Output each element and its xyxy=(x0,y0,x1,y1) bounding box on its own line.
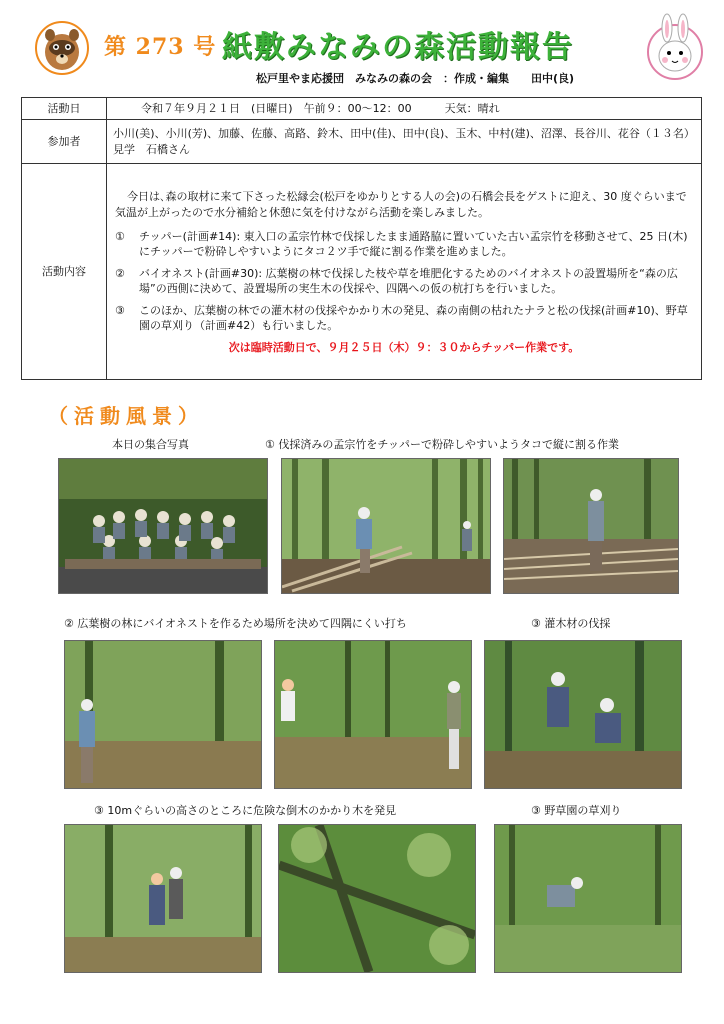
content-value xyxy=(107,164,702,380)
tanuki-mascot-icon xyxy=(30,14,94,78)
bamboo-photo-2 xyxy=(503,458,679,594)
item-number: ② xyxy=(115,267,125,280)
item-number: ① xyxy=(115,230,125,243)
caption-group-photo: 本日の集合写真 xyxy=(112,438,189,451)
participants-label: 参加者 xyxy=(22,120,107,164)
item-number: ③ xyxy=(115,304,125,317)
date-label: 活動日 xyxy=(22,98,107,120)
date-value: 令和７年９月２１日 (日曜日) 午前９：00〜12：00 天気：晴れ xyxy=(107,98,702,120)
caption-shrub: ③ 灌木材の伐採 xyxy=(531,617,611,630)
next-activity-notice: 次は臨時活動日で、９月２５日（木）９：３０からチッパー作業です。 xyxy=(228,341,580,354)
content-label: 活動内容 xyxy=(22,164,107,380)
list-item xyxy=(115,266,693,296)
list-item xyxy=(115,229,693,259)
item-text: このほか、広葉樹の林での灌木材の伐採やかかり木の発見、森の南側の枯れたナラと松の伐採(計画#10)、野草園の草刈り（計画#42）も行いました。 xyxy=(139,304,688,332)
bionest-photo-1 xyxy=(64,640,262,789)
rabbit-mascot-icon xyxy=(644,12,706,82)
activity-info-table xyxy=(21,97,702,380)
group-photo xyxy=(58,458,268,594)
caption-hanging-tree: ③ 10mぐらいの高さのところに危険な倒木のかかり木を発見 xyxy=(94,804,397,817)
bionest-photo-2 xyxy=(274,640,472,789)
hanging-tree-photo-1 xyxy=(64,824,262,973)
section-title: （活動風景） xyxy=(48,404,204,428)
issue-number: 第 273 号 xyxy=(104,34,217,60)
list-item xyxy=(115,303,693,333)
hanging-tree-photo-2 xyxy=(278,824,476,973)
participants-value: 小川(美)、小川(芳)、加藤、佐藤、高路、鈴木、田中(佳)、田中(良)、玉木、中村(建)、沼澤、長谷川、花谷（１３名） 見学 石橋さん xyxy=(107,120,702,164)
byline: 松戸里やま応援団 みなみの森の会 ：作成・編集 田中(良) xyxy=(256,72,575,85)
caption-chipper: ① 伐採済みの孟宗竹をチッパーで粉砕しやすいようタコで縦に割る作業 xyxy=(265,438,620,451)
caption-mowing: ③ 野草園の草刈り xyxy=(531,804,622,817)
bamboo-photo-1 xyxy=(281,458,491,594)
item-text: チッパー(計画#14): 東入口の孟宗竹林で伐採したまま通路脇に置いていた古い孟宗竹を移動させて、25 日(木)にチッパーで粉砕しやすいようにタコ２ツ手で縦に割る作業を進めました。 xyxy=(139,230,688,258)
item-text: バイオネスト(計画#30): 広葉樹の林で伐採した枝や草を堆肥化するためのバイオネストの設置場所を“森の広場”の西側に決めて、設置場所の実生木の伐採や、四隅への仮の杭打ちを行いました。 xyxy=(139,267,678,295)
shrub-cutting-photo xyxy=(484,640,682,789)
mowing-photo xyxy=(494,824,682,973)
caption-bionest: ② 広葉樹の林にバイオネストを作るため場所を決めて四隅にくい打ち xyxy=(64,617,407,630)
page-title: 紙敷みなみの森活動報告 xyxy=(222,30,574,65)
intro-paragraph: 今日は､森の取材に来て下さった松縁会(松戸をゆかりとする人の会)の石橋会長をゲストに迎え、30 度ぐらいまで気温が上がったので水分補給と休憩に気を付けながら活動を楽しみました。 xyxy=(115,190,687,219)
